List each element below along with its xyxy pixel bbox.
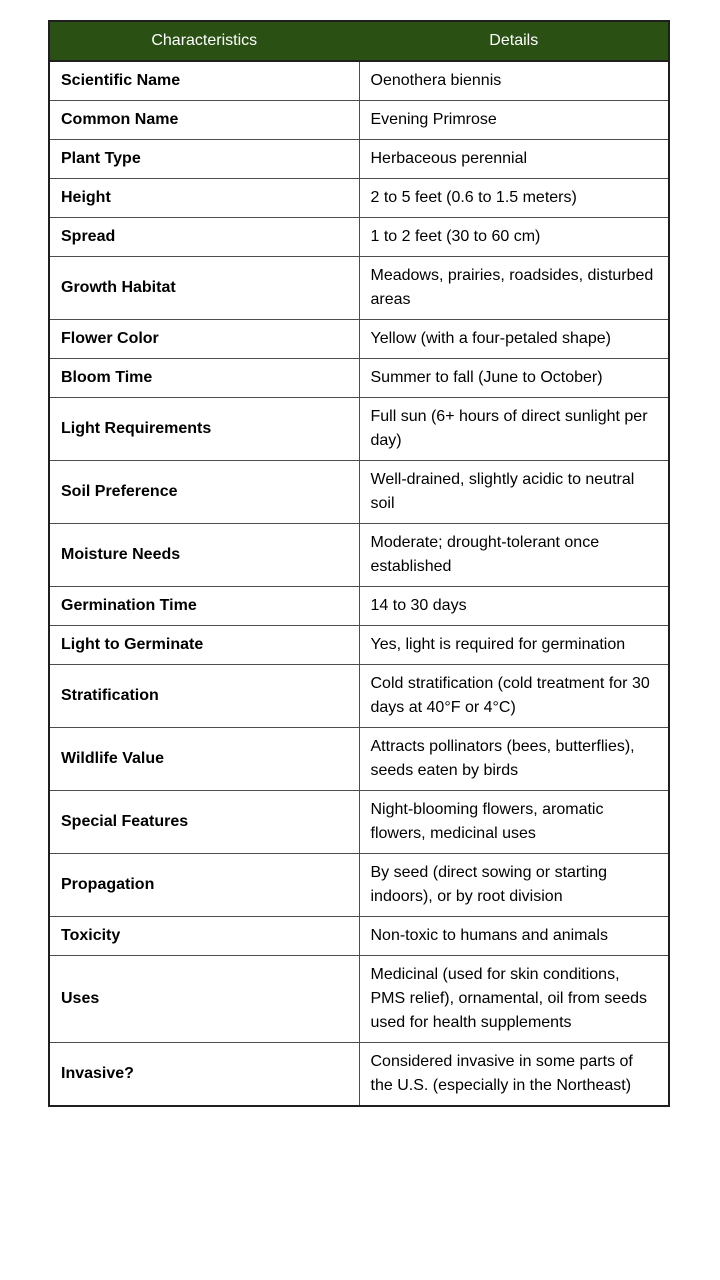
table-row xyxy=(49,791,669,854)
characteristic-cell: Growth Habitat xyxy=(49,257,359,320)
plant-characteristics-table xyxy=(48,20,670,1107)
characteristic-cell: Plant Type xyxy=(49,140,359,179)
table-header-row xyxy=(49,21,669,61)
characteristic-cell: Light Requirements xyxy=(49,398,359,461)
details-cell: Yes, light is required for germination xyxy=(359,626,669,665)
table-row xyxy=(49,587,669,626)
characteristic-cell: Toxicity xyxy=(49,917,359,956)
characteristic-cell: Bloom Time xyxy=(49,359,359,398)
details-cell: Full sun (6+ hours of direct sunlight per day) xyxy=(359,398,669,461)
table-row xyxy=(49,917,669,956)
details-cell: Medicinal (used for skin conditions, PMS relief), ornamental, oil from seeds used for health supplements xyxy=(359,956,669,1043)
characteristic-cell: Uses xyxy=(49,956,359,1043)
details-cell: Meadows, prairies, roadsides, disturbed areas xyxy=(359,257,669,320)
table-row xyxy=(49,179,669,218)
table-row xyxy=(49,101,669,140)
table-row xyxy=(49,359,669,398)
details-cell: Cold stratification (cold treatment for 30 days at 40°F or 4°C) xyxy=(359,665,669,728)
characteristic-cell: Light to Germinate xyxy=(49,626,359,665)
table-row xyxy=(49,524,669,587)
column-header-characteristics: Characteristics xyxy=(49,21,359,61)
table-row xyxy=(49,320,669,359)
table-row xyxy=(49,626,669,665)
characteristic-cell: Propagation xyxy=(49,854,359,917)
table-row xyxy=(49,728,669,791)
details-cell: Yellow (with a four-petaled shape) xyxy=(359,320,669,359)
details-cell: Non-toxic to humans and animals xyxy=(359,917,669,956)
details-cell: Moderate; drought-tolerant once established xyxy=(359,524,669,587)
details-cell: 14 to 30 days xyxy=(359,587,669,626)
characteristic-cell: Soil Preference xyxy=(49,461,359,524)
table-row xyxy=(49,398,669,461)
characteristic-cell: Spread xyxy=(49,218,359,257)
details-cell: Attracts pollinators (bees, butterflies), seeds eaten by birds xyxy=(359,728,669,791)
table-row xyxy=(49,665,669,728)
table-row xyxy=(49,218,669,257)
table-row xyxy=(49,61,669,101)
details-cell: Herbaceous perennial xyxy=(359,140,669,179)
characteristic-cell: Wildlife Value xyxy=(49,728,359,791)
table-row xyxy=(49,257,669,320)
characteristic-cell: Germination Time xyxy=(49,587,359,626)
details-cell: Considered invasive in some parts of the U.S. (especially in the Northeast) xyxy=(359,1043,669,1107)
details-cell: Oenothera biennis xyxy=(359,61,669,101)
details-cell: Summer to fall (June to October) xyxy=(359,359,669,398)
characteristic-cell: Special Features xyxy=(49,791,359,854)
details-cell: 2 to 5 feet (0.6 to 1.5 meters) xyxy=(359,179,669,218)
table-row xyxy=(49,461,669,524)
characteristic-cell: Flower Color xyxy=(49,320,359,359)
characteristic-cell: Stratification xyxy=(49,665,359,728)
details-cell: Night-blooming flowers, aromatic flowers, medicinal uses xyxy=(359,791,669,854)
characteristic-cell: Height xyxy=(49,179,359,218)
details-cell: By seed (direct sowing or starting indoors), or by root division xyxy=(359,854,669,917)
characteristic-cell: Invasive? xyxy=(49,1043,359,1107)
characteristic-cell: Common Name xyxy=(49,101,359,140)
table-row xyxy=(49,1043,669,1107)
column-header-details: Details xyxy=(359,21,669,61)
details-cell: 1 to 2 feet (30 to 60 cm) xyxy=(359,218,669,257)
characteristic-cell: Scientific Name xyxy=(49,61,359,101)
table-row xyxy=(49,140,669,179)
table-row xyxy=(49,854,669,917)
table-body xyxy=(49,61,669,1106)
details-cell: Evening Primrose xyxy=(359,101,669,140)
details-cell: Well-drained, slightly acidic to neutral soil xyxy=(359,461,669,524)
table-row xyxy=(49,956,669,1043)
characteristic-cell: Moisture Needs xyxy=(49,524,359,587)
